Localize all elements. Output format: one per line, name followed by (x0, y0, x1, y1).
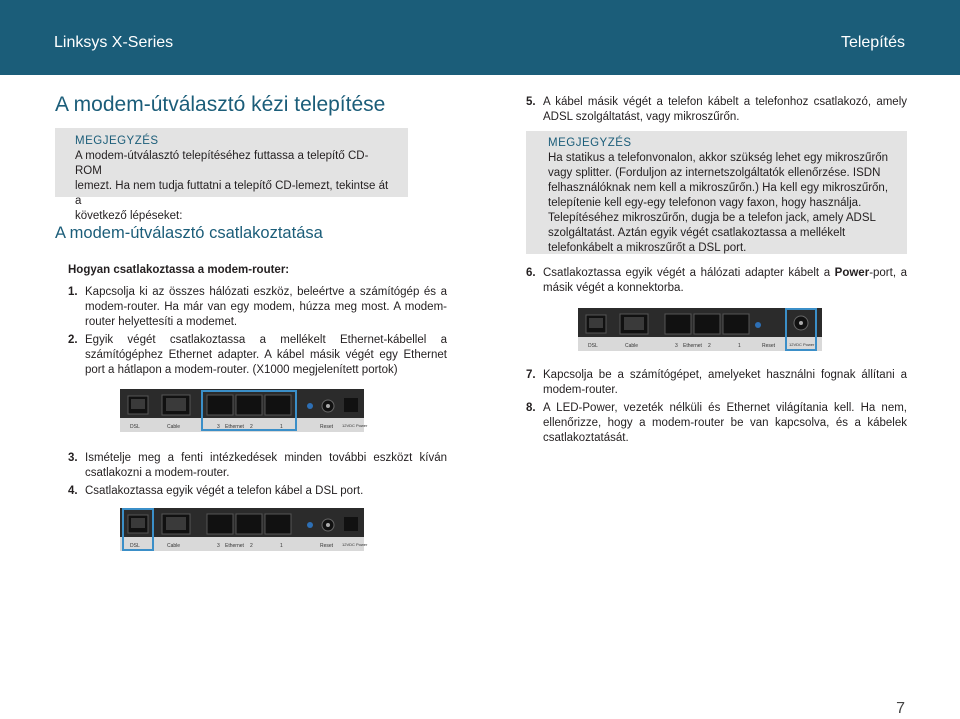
note-box-setup-cd (55, 128, 408, 222)
header-product-name: Linksys X-Series (54, 34, 174, 51)
step-text-part: Csatlakoztassa egyik végét a hálózati adapter kábelt a (543, 267, 835, 279)
step-number: 7. (526, 369, 536, 381)
step-3 (68, 451, 447, 481)
section-heading: A modem-útválasztó csatlakoztatása (55, 224, 323, 242)
router-label-ethernet: Ethernet (683, 343, 702, 349)
router-label-ethernet: Ethernet (225, 543, 244, 549)
router-label-power: 12VDC Power (342, 423, 368, 428)
step-5 (526, 95, 907, 125)
page-title: A modem-útválasztó kézi telepítése (55, 93, 386, 116)
router-label-cable: Cable (167, 424, 181, 430)
step-text: Egyik végét csatlakoztassa a mellékelt Ethernet-kábellel a számítógéphez Ethernet adapter. A kábel másik végét egy Ethernet port a hátlapon a modem-router. (X1000 megjelenített portok) (85, 334, 447, 376)
step-4 (68, 484, 447, 499)
step-number: 8. (526, 402, 536, 414)
note-line: következő lépéseket: (75, 210, 183, 222)
step-number: 4. (68, 485, 78, 497)
router-label-reset: Reset (320, 424, 334, 430)
router-label-port3: 3 (217, 424, 220, 430)
router-label-ethernet: Ethernet (225, 424, 244, 430)
router-ports-illustration (120, 389, 368, 432)
router-label-reset: Reset (320, 543, 334, 549)
note-box-microfilter (526, 131, 907, 254)
step-text-bold: Power (834, 267, 870, 279)
note-title: MEGJEGYZÉS (548, 137, 632, 149)
step-number: 2. (68, 334, 78, 346)
router-label-power: 12VDC Power (789, 342, 815, 347)
router-label-reset: Reset (762, 343, 776, 349)
page-header (0, 0, 960, 75)
step-number: 5. (526, 96, 536, 108)
step-text-part: -port, a másik végét a konnektorba. (543, 267, 907, 294)
header-section-name: Telepítés (840, 34, 905, 51)
router-label-cable: Cable (167, 543, 181, 549)
router-label-port3: 3 (217, 543, 220, 549)
router-label-port2: 2 (250, 543, 253, 549)
step-8 (526, 401, 907, 446)
step-text: Kapcsolja be a számítógépet, amelyeket használni fognak állítani a modem-router. (543, 369, 907, 396)
step-number: 3. (68, 452, 78, 464)
router-label-power: 12VDC Power (342, 542, 368, 547)
router-label-port1: 1 (280, 543, 283, 549)
router-label-port1: 1 (280, 424, 283, 430)
note-text: Ha statikus a telefonvonalon, akkor szükség lehet egy mikroszűrőn vagy splitter. (Forduljon az internetszolgáltatók ellenőrzése. ISDN felhasználóknak nem kell a mikroszűrőn.) Ha kell egy mikroszűrőn, telepítenie kell egy-egy telefonon vagy faxon, hogy használja. Telepítéséhez mikroszűrőn, dugja be a telefon jack, amely ADSL szolgáltatást. Aztán egyik végét csatlakoztassa a mellékelt telefonkábelt a mikroszűrőt a DSL port. (548, 152, 889, 254)
step-text: Kapcsolja ki az összes hálózati eszköz, beleértve a számítógép és a modem-router. Ha már van egy modem, húzza meg most. A modem-router helyettesíti a modemet. (85, 286, 447, 328)
router-back-panel-image-ethernet (120, 389, 368, 432)
router-label-dsl: DSL (130, 424, 140, 430)
router-label-dsl: DSL (130, 543, 140, 549)
step-text: Csatlakoztassa egyik végét a telefon kábel a DSL port. (85, 485, 364, 497)
steps-subheading: Hogyan csatlakoztassa a modem-router: (68, 264, 290, 276)
step-6 (526, 266, 907, 296)
router-label-port2: 2 (250, 424, 253, 430)
router-ports-illustration (578, 308, 822, 351)
step-7 (526, 368, 907, 398)
step-2 (68, 333, 447, 378)
note-line: A modem-útválasztó telepítéséhez futtassa a telepítő CD-ROM (75, 150, 369, 177)
step-text: A LED-Power, vezeték nélküli és Ethernet világítania kell. Ha nem, ellenőrizze, hogy a modem-router be van kapcsolva, és a kábelek csatlakoztatását. (543, 402, 907, 444)
router-label-dsl: DSL (588, 343, 598, 349)
page-number: 7 (896, 700, 905, 717)
step-number: 1. (68, 286, 78, 298)
note-title: MEGJEGYZÉS (75, 135, 159, 147)
router-back-panel-image-power (578, 308, 822, 351)
router-ports-illustration (120, 508, 368, 551)
router-label-port1: 1 (738, 343, 741, 349)
router-back-panel-image-dsl (120, 508, 368, 551)
router-label-cable: Cable (625, 343, 639, 349)
step-1 (68, 285, 447, 330)
step-text: Ismételje meg a fenti intézkedések minden további eszközt kíván csatlakozni a modem-router. (85, 452, 447, 479)
note-line: lemezt. Ha nem tudja futtatni a telepítő CD-lemezt, tekintse át a (75, 180, 389, 207)
step-text: A kábel másik végét a telefon kábelt a telefonhoz csatlakozó, amely ADSL szolgáltatást, vagy mikroszűrőn. (543, 96, 907, 123)
router-label-port3: 3 (675, 343, 678, 349)
router-label-port2: 2 (708, 343, 711, 349)
step-text (526, 266, 907, 296)
step-number: 6. (526, 267, 536, 279)
